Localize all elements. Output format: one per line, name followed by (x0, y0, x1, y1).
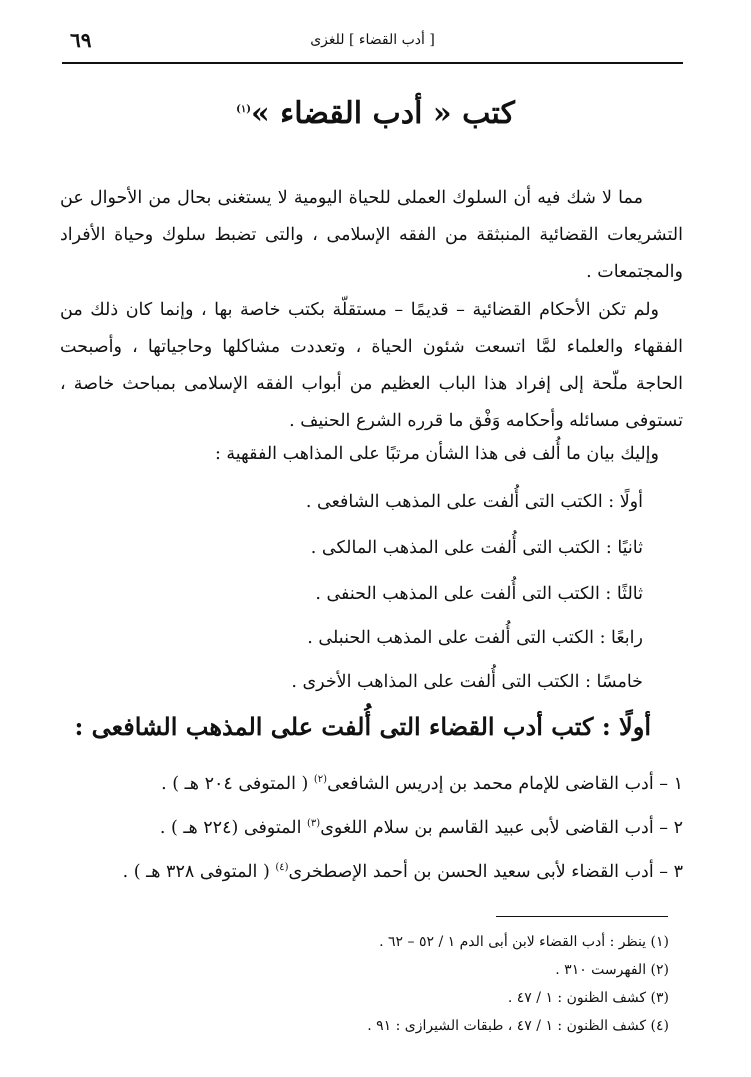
footnote-divider (496, 916, 668, 917)
page-header (62, 24, 683, 64)
chapter-title-text: كتب « أدب القضاء » (250, 96, 515, 131)
paragraph-2: ولم تكن الأحكام القضائية – قديمًا – مستقلّة بكتب خاصة بها ، وإنما كان ذلك من الفقهاء والعلماء لمَّا اتسعت شئون الحياة ، وتعددت مشاكلها وحاجياتها ، وأصبحت الحاجة ملّحة إلى إفراد هذا الباب العظيم من أبواب الفقه الإسلامى بمباحث خاصة ، تستوفى مسائله وأحكامه وَفْق ما قرره الشرع الحنيف . (60, 300, 683, 431)
book-entry (123, 862, 683, 882)
book-entry-text: ٣ – أدب القضاء لأبى سعيد الحسن بن أحمد الإصطخرى (288, 862, 683, 882)
book-entry-text: ٢ – أدب القاضى لأبى عبيد القاسم بن سلام اللغوى (320, 818, 683, 838)
running-title: [ أدب القضاء ] للغزى (310, 32, 435, 48)
page-number: ٦٩ (70, 28, 92, 52)
book-entry-death: ( المتوفى ٣٢٨ هـ ) . (122, 862, 276, 882)
footnote: (٤) كشف الظنون : ١ / ٤٧ ، طبقات الشيرازى : ٩١ . (367, 1018, 669, 1034)
book-entry-death: المتوفى (٢٢٤ هـ ) . (159, 818, 308, 838)
footnote: (٣) كشف الظنون : ١ / ٤٧ . (507, 990, 669, 1006)
list-item: ثالثًا : الكتب التى أُلفت على المذهب الحنفى . (315, 584, 643, 604)
footnote-ref-3: (٣) (307, 818, 321, 830)
chapter-title (0, 96, 751, 131)
footnote-ref-4: (٤) (275, 862, 289, 874)
list-item: أولًا : الكتب التى أُلفت على المذهب الشافعى . (305, 492, 643, 512)
list-item: خامسًا : الكتب التى أُلفت على المذاهب الأخرى . (291, 672, 643, 692)
book-entry-text: ١ – أدب القاضى للإمام محمد بن إدريس الشافعى (327, 774, 683, 794)
footnote-ref-2: (٢) (313, 774, 328, 786)
list-item: رابعًا : الكتب التى أُلفت على المذهب الحنبلى . (307, 628, 643, 648)
book-entry (160, 818, 683, 838)
book-entry (161, 774, 683, 794)
section-heading: أولًا : كتب أدب القضاء التى أُلفت على المذهب الشافعى : (74, 712, 651, 741)
footnote-ref-1: (١) (236, 104, 251, 115)
book-entry-death: ( المتوفى ٢٠٤ هـ ) . (161, 774, 314, 794)
footnote: (١) ينظر : أدب القضاء لابن أبى الدم ١ / ٥٢ – ٦٢ . (379, 934, 669, 950)
list-intro: وإليك بيان ما أُلف فى هذا الشأن مرتبًا على المذاهب الفقهية : (214, 444, 659, 464)
list-item: ثانيًا : الكتب التى أُلفت على المذهب المالكى . (310, 538, 643, 558)
footnote: (٢) الفهرست ٣١٠ . (555, 962, 669, 978)
paragraph-1: مما لا شك فيه أن السلوك العملى للحياة اليومية لا يستغنى بحال من الأحوال عن التشريعات القضائية المنبثقة من الفقه الإسلامى ، والتى تضبط سلوك وحياة الأفراد والمجتمعات . (60, 188, 683, 282)
